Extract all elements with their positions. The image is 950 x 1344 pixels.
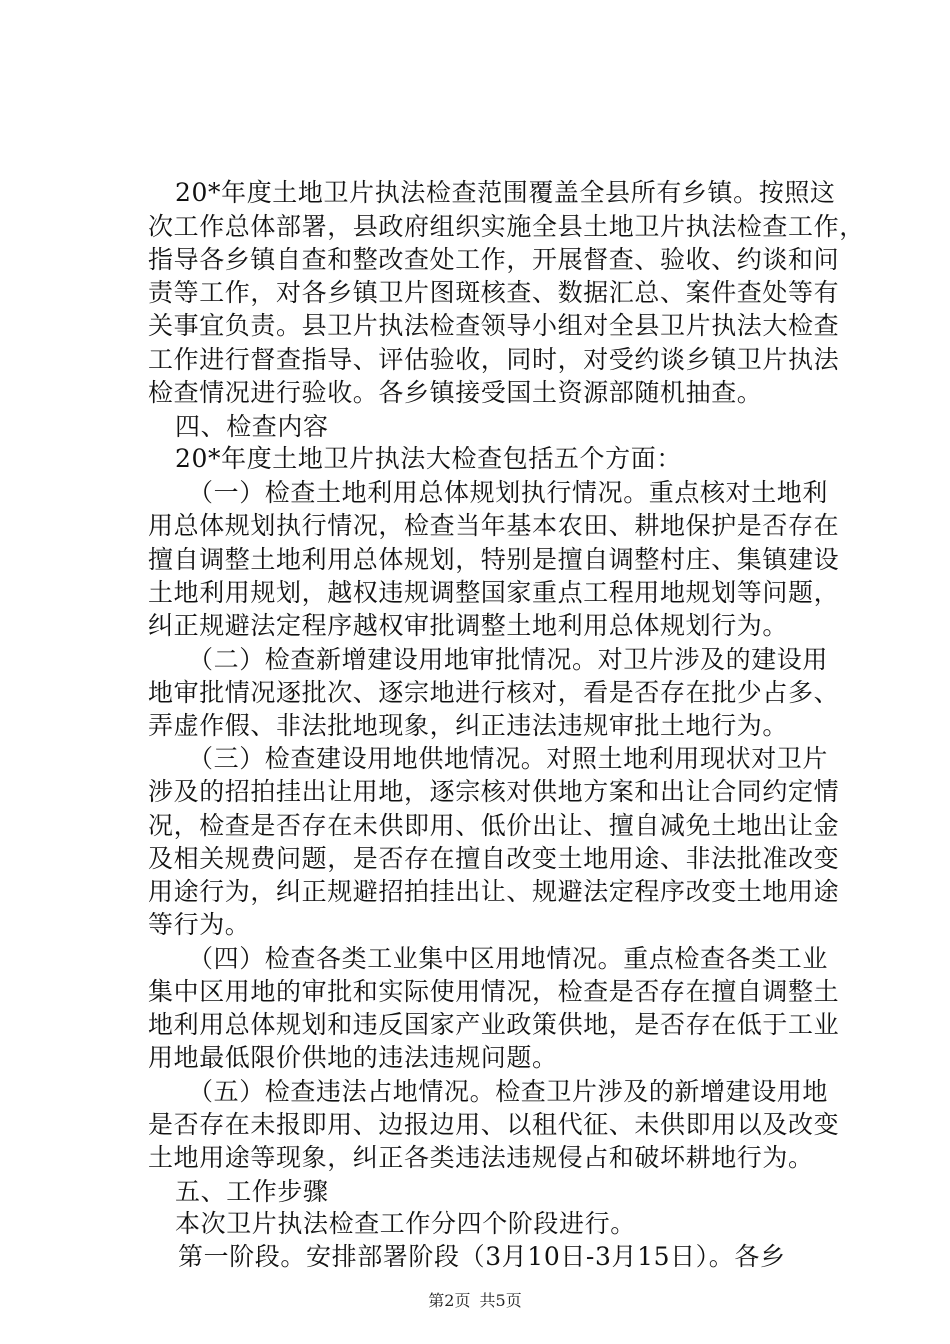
text-line: 擅自调整土地利用总体规划，特别是擅自调整村庄、集镇建设 (148, 545, 840, 574)
text-line: 第一阶段。安排部署阶段（3月10日-3月15日）。各乡 (178, 1242, 786, 1271)
text-line: 地利用总体规划和违反国家产业政策供地，是否存在低于工业 (148, 1010, 840, 1039)
text-line: 土地用途等现象，纠正各类违法违规侵占和破坏耕地行为。 (148, 1143, 814, 1172)
text-line: 涉及的招拍挂出让用地，逐宗核对供地方案和出让合同约定情 (148, 777, 840, 806)
text-line: 责等工作，对各乡镇卫片图斑核查、数据汇总、案件查处等有 (148, 278, 840, 307)
text-line: （四）检查各类工业集中区用地情况。重点检查各类工业 (188, 944, 829, 973)
text-line: 工作进行督查指导、评估验收，同时，对受约谈乡镇卫片执法 (148, 345, 840, 374)
page-footer (0, 1288, 950, 1311)
text-line: （二）检查新增建设用地审批情况。对卫片涉及的建设用 (188, 645, 829, 674)
text-line: 地审批情况逐批次、逐宗地进行核对，看是否存在批少占多、 (148, 678, 840, 707)
text-line: 用总体规划执行情况，检查当年基本农田、耕地保护是否存在 (148, 511, 840, 540)
text-line: 20*年度土地卫片执法检查范围覆盖全县所有乡镇。按照这 (175, 178, 836, 207)
text-line: （三）检查建设用地供地情况。对照土地利用现状对卫片 (188, 744, 829, 773)
text-line: 等行为。 (148, 910, 251, 939)
text-line: 用途行为，纠正规避招拍挂出让、规避法定程序改变土地用途 (148, 877, 840, 906)
text-line: 指导各乡镇自查和整改查处工作，开展督查、验收、约谈和问 (148, 245, 840, 274)
section-heading: 五、工作步骤 (175, 1177, 329, 1206)
text-line: 检查情况进行验收。各乡镇接受国土资源部随机抽查。 (148, 378, 763, 407)
text-line: 弄虚作假、非法批地现象，纠正违法违规审批土地行为。 (148, 711, 789, 740)
text-line: 用地最低限价供地的违法违规问题。 (148, 1043, 558, 1072)
text-line: 况，检查是否存在未供即用、低价出让、擅自减免土地出让金 (148, 811, 840, 840)
text-line: 集中区用地的审批和实际使用情况，检查是否存在擅自调整土 (148, 977, 840, 1006)
text-line: 纠正规避法定程序越权审批调整土地利用总体规划行为。 (148, 611, 789, 640)
page-total: 共5页 (479, 1291, 522, 1310)
text-line: （一）检查土地利用总体规划执行情况。重点核对土地利 (188, 478, 829, 507)
text-line: （五）检查违法占地情况。检查卫片涉及的新增建设用地 (188, 1077, 829, 1106)
page-number: 第2页 (428, 1291, 471, 1310)
text-line: 土地利用规划，越权违规调整国家重点工程用地规划等问题， (148, 578, 840, 607)
text-line: 关事宜负责。县卫片执法检查领导小组对全县卫片执法大检查 (148, 311, 840, 340)
text-line: 及相关规费问题，是否存在擅自改变土地用途、非法批准改变 (148, 844, 840, 873)
section-heading: 四、检查内容 (175, 412, 329, 441)
text-line: 本次卫片执法检查工作分四个阶段进行。 (175, 1209, 636, 1238)
text-line: 次工作总体部署，县政府组织实施全县土地卫片执法检查工作， (148, 212, 865, 241)
text-line: 20*年度土地卫片执法大检查包括五个方面： (175, 444, 682, 473)
text-line: 是否存在未报即用、边报边用、以租代征、未供即用以及改变 (148, 1110, 840, 1139)
